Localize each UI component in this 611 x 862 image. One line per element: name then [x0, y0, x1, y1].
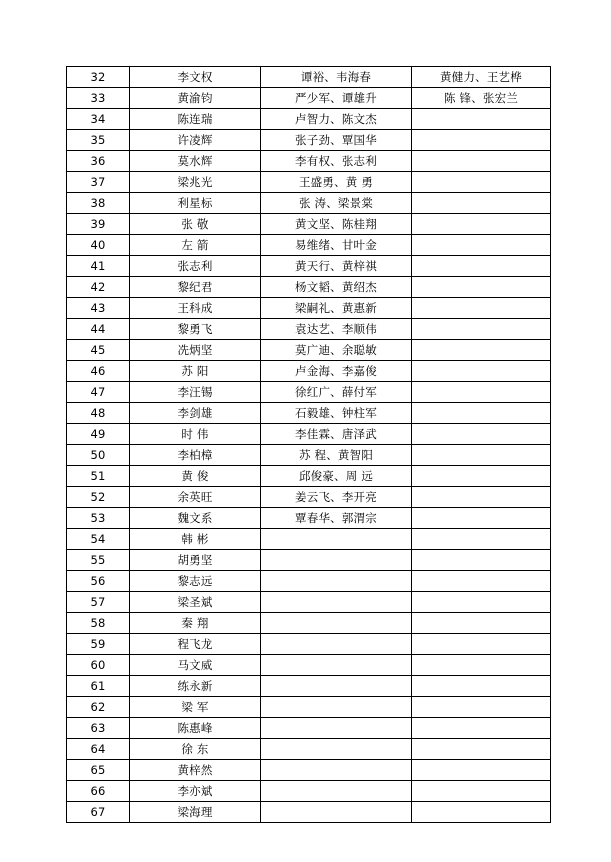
table-row	[67, 361, 551, 382]
table-row	[67, 172, 551, 193]
cell-name-text: 张 敬	[181, 216, 209, 231]
cell-name-text: 韩 彬	[181, 531, 209, 546]
cell-members-2	[412, 613, 551, 634]
cell-index	[67, 319, 130, 340]
cell-index-text: 40	[90, 237, 106, 252]
cell-members-1	[261, 277, 412, 298]
table-row	[67, 802, 551, 823]
cell-name	[130, 697, 261, 718]
cell-members-2	[412, 676, 551, 697]
cell-members-1	[261, 592, 412, 613]
roster-table-container	[66, 66, 546, 823]
cell-index-text: 36	[90, 153, 106, 168]
cell-members-1	[261, 529, 412, 550]
roster-table-body	[67, 67, 551, 823]
table-row	[67, 403, 551, 424]
cell-members-2	[412, 151, 551, 172]
cell-index	[67, 613, 130, 634]
cell-index-text: 49	[90, 426, 106, 441]
table-row	[67, 760, 551, 781]
cell-members-1	[261, 634, 412, 655]
cell-index-text: 37	[90, 174, 106, 189]
cell-members-2	[412, 739, 551, 760]
cell-members-1-text: 覃春华、郭渭宗	[295, 510, 377, 525]
cell-index	[67, 67, 130, 88]
cell-members-2	[412, 361, 551, 382]
cell-members-1	[261, 256, 412, 277]
cell-index-text: 67	[90, 804, 106, 819]
cell-index	[67, 151, 130, 172]
table-row	[67, 424, 551, 445]
cell-members-2	[412, 214, 551, 235]
cell-index-text: 39	[90, 216, 106, 231]
cell-index-text: 60	[90, 657, 106, 672]
cell-index-text: 56	[90, 573, 106, 588]
cell-members-2	[412, 592, 551, 613]
cell-index-text: 55	[90, 552, 106, 567]
cell-index	[67, 697, 130, 718]
cell-index	[67, 277, 130, 298]
cell-index-text: 51	[90, 468, 106, 483]
cell-index-text: 48	[90, 405, 106, 420]
cell-name	[130, 508, 261, 529]
cell-index	[67, 88, 130, 109]
cell-members-2-text: 陈 锋、张宏兰	[443, 90, 519, 105]
table-row	[67, 655, 551, 676]
cell-members-2	[412, 571, 551, 592]
cell-members-1	[261, 802, 412, 823]
cell-name-text: 黎纪君	[177, 279, 213, 294]
table-row	[67, 508, 551, 529]
cell-index-text: 38	[90, 195, 106, 210]
cell-index-text: 41	[90, 258, 106, 273]
cell-members-1-text: 姜云飞、李开亮	[295, 489, 377, 504]
cell-name-text: 李亦斌	[177, 783, 213, 798]
cell-name-text: 陈惠峰	[177, 720, 213, 735]
cell-index	[67, 739, 130, 760]
cell-members-2	[412, 550, 551, 571]
cell-name-text: 李剑雄	[177, 405, 213, 420]
cell-name	[130, 130, 261, 151]
cell-index	[67, 655, 130, 676]
cell-name-text: 黄渝钧	[177, 90, 213, 105]
cell-index-text: 62	[90, 699, 106, 714]
cell-index	[67, 487, 130, 508]
cell-index	[67, 130, 130, 151]
cell-name-text: 苏 阳	[181, 363, 209, 378]
cell-name	[130, 571, 261, 592]
cell-members-2	[412, 634, 551, 655]
cell-members-1	[261, 193, 412, 214]
cell-members-1	[261, 172, 412, 193]
cell-members-2	[412, 193, 551, 214]
cell-name	[130, 88, 261, 109]
cell-members-1	[261, 571, 412, 592]
table-row	[67, 67, 551, 88]
cell-name-text: 张志利	[177, 258, 213, 273]
cell-members-2	[412, 340, 551, 361]
cell-index-text: 53	[90, 510, 106, 525]
cell-name-text: 徐 东	[181, 741, 209, 756]
table-row	[67, 445, 551, 466]
cell-members-2	[412, 781, 551, 802]
cell-members-2	[412, 382, 551, 403]
cell-index-text: 58	[90, 615, 106, 630]
cell-name-text: 程飞龙	[177, 636, 213, 651]
cell-members-1	[261, 487, 412, 508]
cell-members-1	[261, 298, 412, 319]
cell-index-text: 35	[90, 132, 106, 147]
cell-name-text: 黄梓然	[177, 762, 213, 777]
cell-index-text: 34	[90, 111, 106, 126]
cell-index-text: 33	[90, 90, 106, 105]
table-row	[67, 382, 551, 403]
cell-members-1-text: 张子劲、覃国华	[295, 132, 377, 147]
cell-members-2	[412, 445, 551, 466]
cell-index	[67, 298, 130, 319]
cell-index	[67, 634, 130, 655]
cell-members-2	[412, 466, 551, 487]
table-row	[67, 88, 551, 109]
cell-index-text: 32	[90, 69, 106, 84]
cell-members-1-text: 莫广迪、余聪敏	[295, 342, 377, 357]
cell-members-2	[412, 403, 551, 424]
cell-members-1	[261, 613, 412, 634]
cell-name-text: 梁海理	[177, 804, 213, 819]
table-row	[67, 193, 551, 214]
cell-members-1-text: 易维绪、甘叶金	[295, 237, 377, 252]
table-row	[67, 277, 551, 298]
cell-name	[130, 424, 261, 445]
cell-members-1	[261, 319, 412, 340]
cell-index	[67, 256, 130, 277]
cell-name	[130, 109, 261, 130]
cell-index-text: 44	[90, 321, 106, 336]
table-row	[67, 529, 551, 550]
cell-members-1	[261, 781, 412, 802]
cell-name-text: 魏文系	[177, 510, 213, 525]
cell-members-1-text: 黄天行、黄梓祺	[295, 258, 377, 273]
cell-index	[67, 109, 130, 130]
cell-members-1	[261, 655, 412, 676]
roster-table	[66, 66, 551, 823]
cell-members-1-text: 张 涛、梁景棠	[298, 195, 374, 210]
cell-name	[130, 172, 261, 193]
cell-index	[67, 235, 130, 256]
cell-name-text: 马文威	[177, 657, 213, 672]
cell-name-text: 冼炳坚	[177, 342, 213, 357]
cell-members-1	[261, 235, 412, 256]
cell-members-1	[261, 718, 412, 739]
cell-members-2	[412, 487, 551, 508]
cell-index	[67, 676, 130, 697]
cell-name-text: 黄 俊	[181, 468, 209, 483]
cell-members-1-text: 徐红广、薛付军	[295, 384, 377, 399]
table-row	[67, 613, 551, 634]
table-row	[67, 214, 551, 235]
cell-members-1	[261, 466, 412, 487]
cell-name	[130, 340, 261, 361]
cell-name-text: 胡勇坚	[177, 552, 213, 567]
cell-name-text: 王科成	[177, 300, 213, 315]
cell-name-text: 练永新	[177, 678, 213, 693]
cell-name-text: 梁 军	[181, 699, 209, 714]
table-row	[67, 319, 551, 340]
cell-name	[130, 529, 261, 550]
cell-index	[67, 508, 130, 529]
table-row	[67, 487, 551, 508]
cell-name	[130, 445, 261, 466]
cell-index-text: 43	[90, 300, 106, 315]
cell-index-text: 50	[90, 447, 106, 462]
cell-members-1-text: 杨文韬、黄绍杰	[295, 279, 377, 294]
cell-members-2-text: 黄健力、王艺桦	[440, 69, 522, 84]
table-row	[67, 340, 551, 361]
cell-name	[130, 235, 261, 256]
table-row	[67, 571, 551, 592]
cell-members-1	[261, 340, 412, 361]
cell-name-text: 李文权	[177, 69, 213, 84]
cell-name-text: 黎志远	[177, 573, 213, 588]
table-row	[67, 298, 551, 319]
cell-name	[130, 760, 261, 781]
cell-members-1	[261, 760, 412, 781]
cell-index	[67, 193, 130, 214]
cell-members-1-text: 邱俊豪、周 远	[298, 468, 374, 483]
cell-index-text: 64	[90, 741, 106, 756]
cell-name-text: 许凌辉	[177, 132, 213, 147]
cell-name	[130, 634, 261, 655]
cell-name	[130, 718, 261, 739]
table-row	[67, 592, 551, 613]
cell-members-2	[412, 172, 551, 193]
cell-index-text: 45	[90, 342, 106, 357]
cell-members-1-text: 王盛勇、黄 勇	[298, 174, 374, 189]
cell-members-1	[261, 508, 412, 529]
cell-name	[130, 277, 261, 298]
cell-members-2	[412, 319, 551, 340]
cell-index	[67, 424, 130, 445]
cell-index	[67, 781, 130, 802]
cell-name-text: 梁兆光	[177, 174, 213, 189]
cell-name	[130, 655, 261, 676]
cell-members-2	[412, 802, 551, 823]
cell-name-text: 余英旺	[177, 489, 213, 504]
cell-members-1-text: 严少军、谭雄升	[295, 90, 377, 105]
cell-members-1-text: 卢智力、陈文杰	[295, 111, 377, 126]
cell-members-1	[261, 550, 412, 571]
cell-members-2	[412, 760, 551, 781]
cell-members-1-text: 卢金海、李嘉俊	[295, 363, 377, 378]
cell-index	[67, 214, 130, 235]
cell-index	[67, 760, 130, 781]
cell-members-1	[261, 361, 412, 382]
cell-index	[67, 802, 130, 823]
cell-name-text: 梁圣斌	[177, 594, 213, 609]
cell-name	[130, 214, 261, 235]
cell-name	[130, 67, 261, 88]
cell-index	[67, 550, 130, 571]
cell-name	[130, 382, 261, 403]
cell-name	[130, 487, 261, 508]
cell-members-1	[261, 67, 412, 88]
cell-members-2	[412, 718, 551, 739]
table-row	[67, 256, 551, 277]
cell-name	[130, 193, 261, 214]
cell-index	[67, 718, 130, 739]
cell-index	[67, 466, 130, 487]
cell-name	[130, 466, 261, 487]
cell-members-1-text: 苏 程、黄智阳	[298, 447, 374, 462]
cell-name-text: 莫水辉	[177, 153, 213, 168]
cell-members-2	[412, 277, 551, 298]
cell-name-text: 陈连瑞	[177, 111, 213, 126]
table-row	[67, 130, 551, 151]
cell-index-text: 65	[90, 762, 106, 777]
cell-index-text: 57	[90, 594, 106, 609]
cell-index	[67, 403, 130, 424]
cell-name	[130, 676, 261, 697]
table-row	[67, 781, 551, 802]
cell-members-1	[261, 214, 412, 235]
cell-name	[130, 319, 261, 340]
cell-members-1-text: 黄文坚、陈桂翔	[295, 216, 377, 231]
cell-members-1-text: 石毅雄、钟柱军	[295, 405, 377, 420]
cell-members-2	[412, 88, 551, 109]
cell-members-1	[261, 739, 412, 760]
cell-members-2	[412, 298, 551, 319]
cell-members-1	[261, 151, 412, 172]
cell-index-text: 42	[90, 279, 106, 294]
cell-name	[130, 403, 261, 424]
cell-name	[130, 256, 261, 277]
cell-members-2	[412, 697, 551, 718]
cell-index	[67, 361, 130, 382]
cell-name-text: 李汪锡	[177, 384, 213, 399]
cell-name-text: 时 伟	[181, 426, 209, 441]
cell-members-1-text: 梁嗣礼、黄惠新	[295, 300, 377, 315]
cell-members-2	[412, 256, 551, 277]
cell-name	[130, 613, 261, 634]
cell-name	[130, 592, 261, 613]
cell-members-1-text: 谭裕、韦海春	[300, 69, 372, 84]
cell-index-text: 47	[90, 384, 106, 399]
cell-members-1	[261, 697, 412, 718]
cell-members-1	[261, 88, 412, 109]
table-row	[67, 235, 551, 256]
cell-name-text: 秦 翔	[181, 615, 209, 630]
cell-members-2	[412, 424, 551, 445]
cell-name-text: 左 箭	[181, 237, 209, 252]
cell-members-1-text: 李佳霖、唐泽武	[295, 426, 377, 441]
cell-members-1-text: 李有权、张志利	[295, 153, 377, 168]
cell-members-1	[261, 445, 412, 466]
cell-members-1	[261, 676, 412, 697]
cell-index	[67, 382, 130, 403]
cell-index	[67, 571, 130, 592]
cell-name-text: 利星标	[177, 195, 213, 210]
cell-name	[130, 298, 261, 319]
cell-index-text: 61	[90, 678, 106, 693]
cell-name	[130, 739, 261, 760]
cell-name	[130, 550, 261, 571]
cell-name-text: 李柏樟	[177, 447, 213, 462]
cell-members-1	[261, 130, 412, 151]
cell-name-text: 黎勇飞	[177, 321, 213, 336]
table-row	[67, 109, 551, 130]
cell-index-text: 46	[90, 363, 106, 378]
cell-index-text: 63	[90, 720, 106, 735]
cell-members-2	[412, 130, 551, 151]
cell-index	[67, 529, 130, 550]
cell-name	[130, 781, 261, 802]
cell-name	[130, 361, 261, 382]
cell-members-2	[412, 508, 551, 529]
cell-index	[67, 592, 130, 613]
cell-name	[130, 802, 261, 823]
cell-name	[130, 151, 261, 172]
cell-members-1-text: 袁达艺、李顺伟	[295, 321, 377, 336]
cell-members-2	[412, 235, 551, 256]
cell-members-2	[412, 655, 551, 676]
cell-members-1	[261, 382, 412, 403]
cell-index	[67, 340, 130, 361]
table-row	[67, 718, 551, 739]
cell-index-text: 52	[90, 489, 106, 504]
cell-index-text: 66	[90, 783, 106, 798]
cell-index-text: 59	[90, 636, 106, 651]
cell-index-text: 54	[90, 531, 106, 546]
table-row	[67, 676, 551, 697]
cell-index	[67, 172, 130, 193]
table-row	[67, 739, 551, 760]
cell-members-2	[412, 529, 551, 550]
table-row	[67, 634, 551, 655]
table-row	[67, 466, 551, 487]
table-row	[67, 151, 551, 172]
cell-index	[67, 445, 130, 466]
cell-members-1	[261, 403, 412, 424]
table-row	[67, 697, 551, 718]
cell-members-2	[412, 67, 551, 88]
cell-members-1	[261, 109, 412, 130]
cell-members-2	[412, 109, 551, 130]
cell-members-1	[261, 424, 412, 445]
table-row	[67, 550, 551, 571]
